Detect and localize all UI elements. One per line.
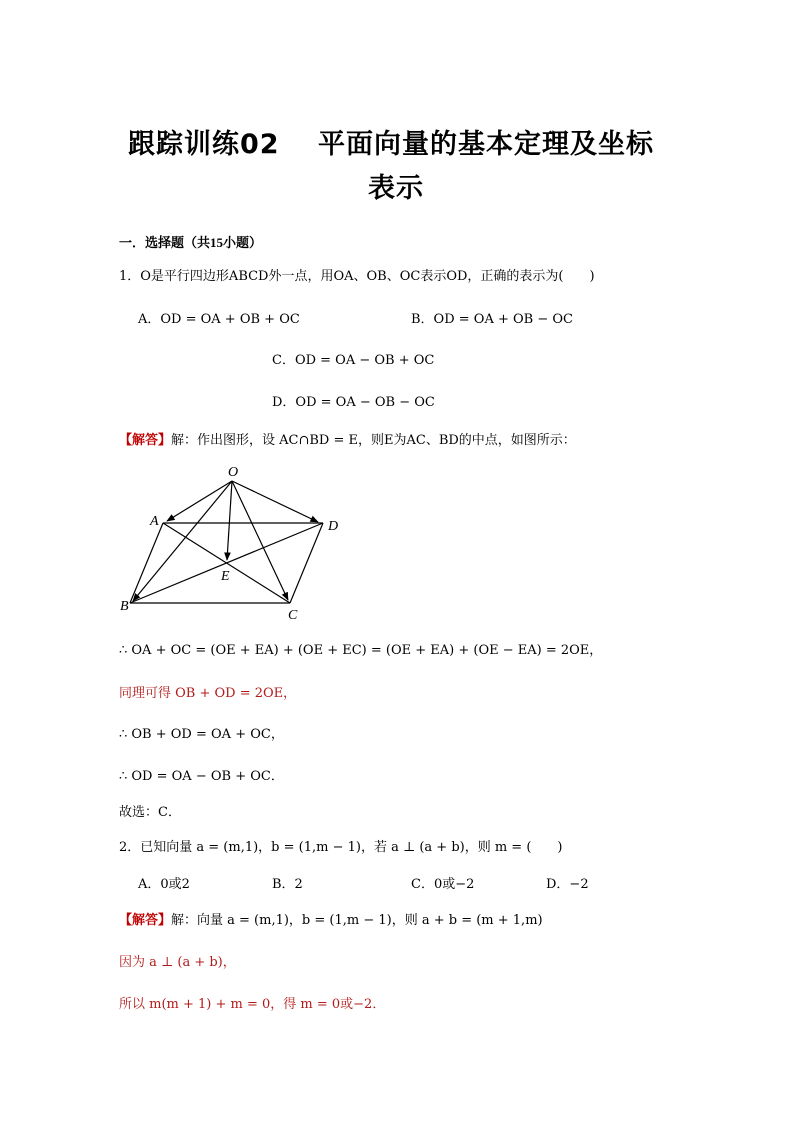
q2-option-d: D．−2 [546, 877, 589, 892]
section-heading: 一．选择题（共15小题） [119, 235, 263, 250]
q1-stem: 1．O是平行四边形ABCD外一点，用OA、OB、OC表示OD，正确的表示为( ) [119, 269, 595, 284]
q2-answer-text: 解：向量 a = (m,1)，b = (1,m − 1)，则 a + b = (m + 1,m) [171, 913, 543, 928]
q1-step4: ∴ OD = OA − OB + OC． [119, 769, 284, 784]
q2-option-a: A．0或2 [138, 877, 190, 892]
q1-option-d: D．OD = OA − OB − OC [272, 395, 435, 410]
vector-oe [227, 481, 232, 560]
q1-answer-line [119, 432, 576, 450]
q2-answer-tag: 【解答】 [119, 913, 172, 928]
parallelogram-figure [110, 462, 360, 632]
label-o: O [228, 465, 239, 480]
q2-answer-line [119, 912, 543, 930]
vector-oa [167, 481, 232, 521]
q1-option-b: B．OD = OA + OB − OC [411, 312, 573, 327]
label-b: B [120, 599, 129, 614]
q2-stem: 2．已知向量 a = (m,1)，b = (1,m − 1)，若 a ⊥ (a + b)，则 m = ( ) [119, 840, 563, 855]
vector-od [232, 481, 318, 522]
q2-option-b: B．2 [272, 877, 303, 892]
q1-choice: 故选：C． [119, 805, 181, 820]
q1-step1: ∴ OA + OC = (OE + EA) + (OE + EC) = (OE + EA) + (OE − EA) = 2OE， [119, 643, 603, 658]
q1-step3: ∴ OB + OD = OA + OC， [119, 727, 284, 742]
q1-answer-text: 解：作出图形，设 AC∩BD = E，则E为AC、BD的中点，如图所示： [171, 433, 576, 448]
q1-step2 [119, 685, 296, 703]
label-e: E [221, 569, 230, 584]
q2-line3-text: 所以 m(m + 1) + m = 0，得 m = 0或−2． [119, 997, 386, 1012]
label-c: C [288, 608, 298, 623]
q2-line3 [119, 996, 385, 1014]
label-d: D [328, 519, 339, 534]
q2-option-c: C．0或−2 [411, 877, 475, 892]
label-a: A [150, 514, 159, 529]
q1-option-c: C．OD = OA − OB + OC [272, 353, 435, 368]
page-title-line2: 表示 [368, 173, 424, 204]
q1-step2-text: 同理可得 OB + OD = 2OE， [119, 686, 297, 701]
diagonal-bd [130, 523, 323, 603]
q1-option-a: A．OD = OA + OB + OC [138, 312, 300, 327]
q2-line2 [119, 954, 236, 972]
q1-answer-tag: 【解答】 [119, 433, 172, 448]
vector-ob [133, 481, 232, 601]
page-title-line1: 跟踪训练02 平面向量的基本定理及坐标 [128, 129, 654, 160]
q2-line2-text: 因为 a ⊥ (a + b)， [119, 955, 236, 970]
